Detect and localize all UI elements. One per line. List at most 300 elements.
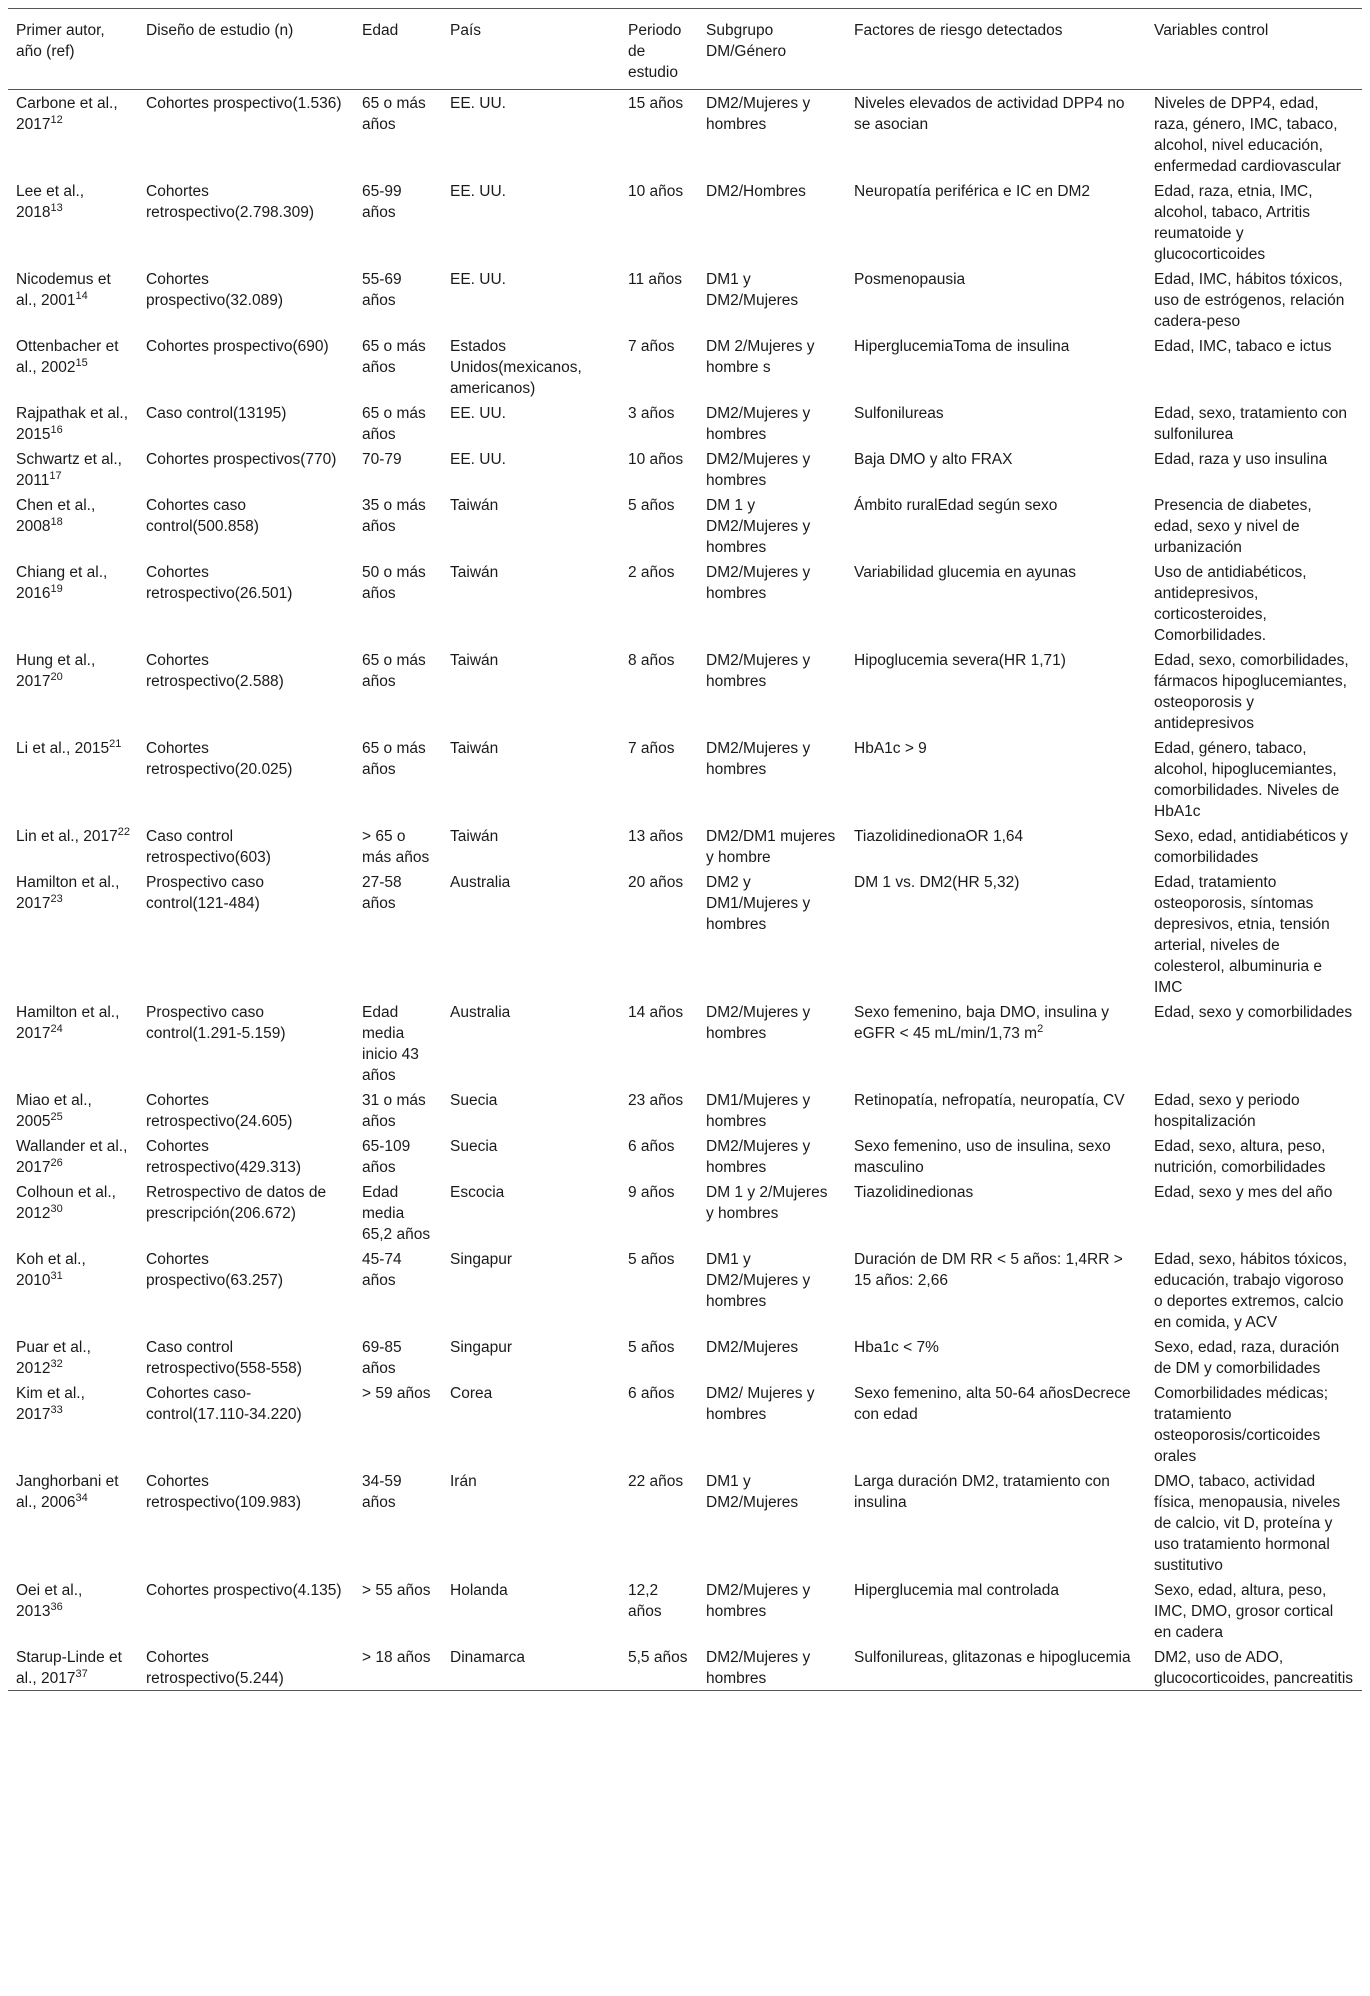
cell-country xyxy=(442,1577,620,1644)
cell-factors xyxy=(846,90,1146,179)
cell-factors xyxy=(846,178,1146,266)
cell-design-text: Cohortes prospectivo(63.257) xyxy=(146,1251,283,1289)
cell-period-text: 23 años xyxy=(628,1092,684,1109)
cell-factors-text: Ámbito ruralEdad según sexo xyxy=(854,497,1058,514)
cell-controls-text: DMO, tabaco, actividad física, menopausia, niveles de calcio, vit D, proteína y uso tratamiento hormonal sustitutivo xyxy=(1154,1473,1341,1574)
cell-period-text: 7 años xyxy=(628,338,675,355)
cell-controls xyxy=(1146,559,1362,647)
table-row xyxy=(8,178,1362,266)
cell-age xyxy=(354,1246,442,1334)
cell-subgroup xyxy=(698,1246,846,1334)
cell-country xyxy=(442,1087,620,1133)
cell-factors xyxy=(846,1246,1146,1334)
cell-factors xyxy=(846,1644,1146,1691)
cell-factors xyxy=(846,869,1146,999)
cell-design xyxy=(138,446,354,492)
table-row xyxy=(8,1087,1362,1133)
cell-design xyxy=(138,333,354,400)
cell-controls-text: Comorbilidades médicas; tratamiento osteoporosis/corticoides orales xyxy=(1154,1385,1329,1465)
cell-period xyxy=(620,1179,698,1246)
cell-design-text: Cohortes prospectivo(32.089) xyxy=(146,271,283,309)
cell-subgroup-text: DM2/Mujeres y hombres xyxy=(706,405,811,443)
column-header-subgroup: Subgrupo DM/Género xyxy=(706,22,787,60)
cell-design-text: Cohortes retrospectivo(2.588) xyxy=(146,652,284,690)
cell-factors-text: Neuropatía periférica e IC en DM2 xyxy=(854,183,1091,200)
cell-age-text: 34-59 años xyxy=(362,1473,402,1511)
reference-number: 26 xyxy=(50,1156,63,1169)
column-header-country: País xyxy=(450,22,482,39)
unit-superscript: 2 xyxy=(1037,1022,1044,1035)
table-row xyxy=(8,647,1362,735)
cell-subgroup xyxy=(698,1133,846,1179)
cell-author xyxy=(8,1334,138,1380)
cell-controls xyxy=(1146,400,1362,446)
reference-number: 14 xyxy=(75,289,88,302)
cell-controls xyxy=(1146,492,1362,559)
cell-country xyxy=(442,559,620,647)
cell-design-text: Retrospectivo de datos de prescripción(206.672) xyxy=(146,1184,327,1222)
reference-number: 16 xyxy=(50,423,63,436)
cell-design-text: Cohortes retrospectivo(2.798.309) xyxy=(146,183,315,221)
cell-design-text: Cohortes retrospectivo(429.313) xyxy=(146,1138,302,1176)
reference-number: 20 xyxy=(50,670,63,683)
cell-period-text: 6 años xyxy=(628,1138,675,1155)
reference-number: 18 xyxy=(50,515,63,528)
cell-factors xyxy=(846,400,1146,446)
table-row xyxy=(8,1380,1362,1468)
cell-author xyxy=(8,1468,138,1577)
cell-age xyxy=(354,266,442,333)
cell-age xyxy=(354,559,442,647)
cell-subgroup xyxy=(698,1380,846,1468)
cell-factors xyxy=(846,1087,1146,1133)
cell-author xyxy=(8,735,138,823)
studies-table xyxy=(8,8,1362,1691)
cell-period-text: 9 años xyxy=(628,1184,675,1201)
column-header-age: Edad xyxy=(362,22,399,39)
cell-controls xyxy=(1146,823,1362,869)
reference-number: 21 xyxy=(109,737,122,750)
cell-controls-text: Sexo, edad, raza, duración de DM y comorbilidades xyxy=(1154,1339,1340,1377)
cell-period-text: 13 años xyxy=(628,828,684,845)
cell-subgroup xyxy=(698,446,846,492)
cell-controls xyxy=(1146,178,1362,266)
cell-design xyxy=(138,492,354,559)
cell-subgroup xyxy=(698,1334,846,1380)
cell-age-text: 65 o más años xyxy=(362,652,426,690)
cell-age xyxy=(354,492,442,559)
cell-period-text: 8 años xyxy=(628,652,675,669)
cell-factors xyxy=(846,492,1146,559)
cell-factors-text: Sexo femenino, alta 50-64 añosDecrece con edad xyxy=(854,1385,1131,1423)
cell-subgroup-text: DM2/ Mujeres y hombres xyxy=(706,1385,815,1423)
table-row xyxy=(8,446,1362,492)
cell-factors-text: Duración de DM RR < 5 años: 1,4RR > 15 años: 2,66 xyxy=(854,1251,1123,1289)
table-row xyxy=(8,1246,1362,1334)
cell-factors-text: Hipoglucemia severa(HR 1,71) xyxy=(854,652,1066,669)
table-row xyxy=(8,400,1362,446)
cell-author-text: Rajpathak et al., 2015 xyxy=(16,405,129,443)
cell-author xyxy=(8,446,138,492)
cell-author-text: Lee et al., 2018 xyxy=(16,183,85,221)
cell-controls xyxy=(1146,1087,1362,1133)
cell-age-text: > 59 años xyxy=(362,1385,431,1402)
reference-number: 33 xyxy=(50,1403,63,1416)
cell-period xyxy=(620,400,698,446)
cell-author-text: Koh et al., 2010 xyxy=(16,1251,86,1289)
table-row xyxy=(8,735,1362,823)
cell-country-text: Taiwán xyxy=(450,828,499,845)
cell-controls xyxy=(1146,1577,1362,1644)
cell-author xyxy=(8,333,138,400)
cell-author xyxy=(8,266,138,333)
cell-author-text: Carbone et al., 2017 xyxy=(16,95,118,133)
cell-age-text: 65 o más años xyxy=(362,740,426,778)
cell-factors-text: Variabilidad glucemia en ayunas xyxy=(854,564,1077,581)
cell-country xyxy=(442,1246,620,1334)
cell-country-text: Escocia xyxy=(450,1184,505,1201)
cell-period xyxy=(620,1468,698,1577)
cell-design-text: Cohortes retrospectivo(20.025) xyxy=(146,740,293,778)
cell-age-text: > 65 o más años xyxy=(362,828,430,866)
cell-factors xyxy=(846,333,1146,400)
reference-number: 31 xyxy=(50,1269,63,1282)
cell-author-text: Li et al., 2015 xyxy=(16,740,110,757)
cell-design-text: Cohortes caso-control(17.110-34.220) xyxy=(146,1385,302,1423)
cell-period xyxy=(620,1577,698,1644)
cell-factors xyxy=(846,1179,1146,1246)
cell-author xyxy=(8,492,138,559)
cell-country xyxy=(442,492,620,559)
cell-subgroup-text: DM2/Mujeres y hombres xyxy=(706,1004,811,1042)
cell-design xyxy=(138,1246,354,1334)
cell-author xyxy=(8,559,138,647)
cell-subgroup xyxy=(698,1087,846,1133)
cell-age-text: 65-99 años xyxy=(362,183,402,221)
cell-subgroup xyxy=(698,823,846,869)
cell-design xyxy=(138,400,354,446)
cell-design xyxy=(138,1380,354,1468)
cell-factors xyxy=(846,999,1146,1087)
reference-number: 19 xyxy=(50,582,63,595)
cell-country xyxy=(442,869,620,999)
cell-author-text: Janghorbani et al., 2006 xyxy=(16,1473,119,1511)
cell-author xyxy=(8,90,138,179)
cell-author xyxy=(8,823,138,869)
cell-country-text: Suecia xyxy=(450,1138,498,1155)
cell-subgroup-text: DM2/Mujeres y hombres xyxy=(706,1138,811,1176)
cell-age xyxy=(354,999,442,1087)
cell-controls xyxy=(1146,446,1362,492)
cell-design xyxy=(138,1087,354,1133)
cell-controls xyxy=(1146,1133,1362,1179)
cell-author-text: Lin et al., 2017 xyxy=(16,828,118,845)
cell-period-text: 7 años xyxy=(628,740,675,757)
table-row xyxy=(8,823,1362,869)
cell-controls-text: Presencia de diabetes, edad, sexo y nivel de urbanización xyxy=(1154,497,1312,556)
reference-number: 37 xyxy=(75,1667,88,1680)
table-row xyxy=(8,1133,1362,1179)
cell-design xyxy=(138,999,354,1087)
cell-country xyxy=(442,999,620,1087)
cell-period xyxy=(620,446,698,492)
cell-country xyxy=(442,333,620,400)
cell-factors xyxy=(846,823,1146,869)
cell-country-text: Australia xyxy=(450,1004,511,1021)
cell-age-text: 65 o más años xyxy=(362,338,426,376)
cell-age-text: 50 o más años xyxy=(362,564,426,602)
cell-subgroup-text: DM2/Mujeres y hombres xyxy=(706,95,811,133)
cell-country-text: Holanda xyxy=(450,1582,508,1599)
cell-design xyxy=(138,1133,354,1179)
cell-controls-text: Sexo, edad, antidiabéticos y comorbilidades xyxy=(1154,828,1348,866)
cell-period-text: 5,5 años xyxy=(628,1649,688,1666)
cell-period-text: 5 años xyxy=(628,1251,675,1268)
cell-country-text: EE. UU. xyxy=(450,405,506,422)
reference-number: 24 xyxy=(50,1022,63,1035)
cell-age-text: > 55 años xyxy=(362,1582,431,1599)
cell-period-text: 22 años xyxy=(628,1473,684,1490)
cell-subgroup xyxy=(698,400,846,446)
cell-subgroup-text: DM2/DM1 mujeres y hombre xyxy=(706,828,836,866)
cell-age xyxy=(354,1334,442,1380)
cell-subgroup-text: DM2 y DM1/Mujeres y hombres xyxy=(706,874,811,933)
cell-author-text: Schwartz et al., 2011 xyxy=(16,451,122,489)
table-row xyxy=(8,333,1362,400)
cell-controls-text: DM2, uso de ADO, glucocorticoides, pancreatitis xyxy=(1154,1649,1354,1687)
cell-factors xyxy=(846,446,1146,492)
cell-controls xyxy=(1146,1334,1362,1380)
cell-subgroup xyxy=(698,735,846,823)
cell-age xyxy=(354,400,442,446)
cell-period-text: 3 años xyxy=(628,405,675,422)
cell-design-text: Cohortes prospectivo(1.536) xyxy=(146,95,342,112)
cell-design-text: Cohortes retrospectivo(24.605) xyxy=(146,1092,293,1130)
cell-design-text: Prospectivo caso control(1.291-5.159) xyxy=(146,1004,286,1042)
cell-subgroup xyxy=(698,1577,846,1644)
cell-factors xyxy=(846,1334,1146,1380)
cell-age-text: 35 o más años xyxy=(362,497,426,535)
cell-age-text: 70-79 xyxy=(362,451,402,468)
cell-controls-text: Uso de antidiabéticos, antidepresivos, corticosteroides, Comorbilidades. xyxy=(1154,564,1307,644)
cell-factors xyxy=(846,266,1146,333)
reference-number: 30 xyxy=(50,1202,63,1215)
cell-factors-text: Tiazolidinedionas xyxy=(854,1184,974,1201)
cell-subgroup-text: DM2/Hombres xyxy=(706,183,806,200)
cell-design-text: Cohortes prospectivo(690) xyxy=(146,338,329,355)
cell-factors-text: Hba1c < 7% xyxy=(854,1339,939,1356)
cell-age xyxy=(354,1644,442,1691)
cell-period xyxy=(620,999,698,1087)
cell-factors-text: HiperglucemiaToma de insulina xyxy=(854,338,1070,355)
cell-subgroup-text: DM1 y DM2/Mujeres y hombres xyxy=(706,1251,811,1310)
cell-period-text: 11 años xyxy=(628,271,683,288)
cell-factors-text: Sulfonilureas xyxy=(854,405,944,422)
cell-subgroup-text: DM2/Mujeres y hombres xyxy=(706,564,811,602)
cell-period xyxy=(620,823,698,869)
cell-country xyxy=(442,90,620,179)
cell-country xyxy=(442,178,620,266)
cell-design-text: Cohortes retrospectivo(26.501) xyxy=(146,564,293,602)
column-header-controls: Variables control xyxy=(1154,22,1269,39)
cell-age xyxy=(354,1087,442,1133)
cell-country-text: Suecia xyxy=(450,1092,498,1109)
cell-country-text: Taiwán xyxy=(450,652,499,669)
cell-period xyxy=(620,869,698,999)
cell-period xyxy=(620,492,698,559)
cell-period xyxy=(620,1087,698,1133)
table-row xyxy=(8,492,1362,559)
cell-author xyxy=(8,1246,138,1334)
cell-subgroup xyxy=(698,178,846,266)
cell-author-text: Kim et al., 2017 xyxy=(16,1385,85,1423)
cell-period-text: 15 años xyxy=(628,95,684,112)
reference-number: 23 xyxy=(50,892,63,905)
cell-controls-text: Edad, sexo y periodo hospitalización xyxy=(1154,1092,1300,1130)
cell-country xyxy=(442,1133,620,1179)
cell-country-text: EE. UU. xyxy=(450,271,506,288)
cell-age xyxy=(354,1133,442,1179)
cell-factors xyxy=(846,1133,1146,1179)
cell-design-text: Caso control retrospectivo(558-558) xyxy=(146,1339,302,1377)
cell-age xyxy=(354,333,442,400)
cell-controls xyxy=(1146,869,1362,999)
table-row xyxy=(8,90,1362,179)
cell-author-text: Hamilton et al., 2017 xyxy=(16,1004,120,1042)
cell-design xyxy=(138,1468,354,1577)
cell-country-text: EE. UU. xyxy=(450,95,506,112)
cell-period-text: 14 años xyxy=(628,1004,684,1021)
cell-country-text: Singapur xyxy=(450,1251,513,1268)
cell-age-text: 55-69 años xyxy=(362,271,402,309)
reference-number: 17 xyxy=(49,469,62,482)
cell-author xyxy=(8,1087,138,1133)
cell-design-text: Prospectivo caso control(121-484) xyxy=(146,874,265,912)
cell-age xyxy=(354,823,442,869)
cell-age xyxy=(354,869,442,999)
cell-subgroup-text: DM 1 y 2/Mujeres y hombres xyxy=(706,1184,828,1222)
cell-design xyxy=(138,90,354,179)
column-header-period: Periodo de estudio xyxy=(628,22,682,81)
cell-author xyxy=(8,1644,138,1691)
cell-controls-text: Edad, sexo y mes del año xyxy=(1154,1184,1333,1201)
cell-design xyxy=(138,735,354,823)
cell-author-text: Miao et al., 2005 xyxy=(16,1092,92,1130)
cell-factors-text: DM 1 vs. DM2(HR 5,32) xyxy=(854,874,1020,891)
cell-subgroup xyxy=(698,90,846,179)
cell-factors xyxy=(846,1380,1146,1468)
cell-age-text: 45-74 años xyxy=(362,1251,402,1289)
cell-design-text: Cohortes prospectivo(4.135) xyxy=(146,1582,342,1599)
cell-design xyxy=(138,1577,354,1644)
cell-period xyxy=(620,90,698,179)
reference-number: 25 xyxy=(50,1110,63,1123)
table-row xyxy=(8,1468,1362,1577)
cell-age-text: Edad media 65,2 años xyxy=(362,1184,431,1243)
reference-number: 32 xyxy=(50,1357,63,1370)
table-header-row xyxy=(8,9,1362,90)
cell-country xyxy=(442,400,620,446)
cell-period xyxy=(620,647,698,735)
cell-subgroup-text: DM1 y DM2/Mujeres xyxy=(706,271,799,309)
cell-controls-text: Edad, raza, etnia, IMC, alcohol, tabaco, Artritis reumatoide y glucocorticoides xyxy=(1154,183,1313,263)
cell-country xyxy=(442,1644,620,1691)
cell-controls xyxy=(1146,90,1362,179)
cell-controls-text: Edad, género, tabaco, alcohol, hipoglucemiantes, comorbilidades. Niveles de HbA1c xyxy=(1154,740,1340,820)
table-row xyxy=(8,1334,1362,1380)
cell-controls-text: Edad, IMC, hábitos tóxicos, uso de estrógenos, relación cadera-peso xyxy=(1154,271,1345,330)
cell-author-text: Oei et al., 2013 xyxy=(16,1582,83,1620)
table-row xyxy=(8,1577,1362,1644)
cell-country-text: Taiwán xyxy=(450,497,499,514)
cell-period-text: 10 años xyxy=(628,183,684,200)
column-header-factors: Factores de riesgo detectados xyxy=(854,22,1063,39)
cell-age xyxy=(354,1179,442,1246)
cell-controls xyxy=(1146,735,1362,823)
cell-age xyxy=(354,178,442,266)
cell-factors-text: Sulfonilureas, glitazonas e hipoglucemia xyxy=(854,1649,1131,1666)
cell-subgroup xyxy=(698,333,846,400)
cell-country-text: Corea xyxy=(450,1385,493,1402)
cell-country xyxy=(442,735,620,823)
cell-author-text: Chen et al., 2008 xyxy=(16,497,96,535)
cell-author xyxy=(8,1179,138,1246)
cell-subgroup-text: DM1/Mujeres y hombres xyxy=(706,1092,811,1130)
table-row xyxy=(8,869,1362,999)
cell-author-text: Chiang et al., 2016 xyxy=(16,564,108,602)
cell-factors-text: HbA1c > 9 xyxy=(854,740,927,757)
cell-factors-text: TiazolidinedionaOR 1,64 xyxy=(854,828,1024,845)
cell-country xyxy=(442,1179,620,1246)
cell-design xyxy=(138,869,354,999)
cell-design-text: Cohortes retrospectivo(5.244) xyxy=(146,1649,284,1687)
cell-country-text: Taiwán xyxy=(450,564,499,581)
cell-factors-text: Baja DMO y alto FRAX xyxy=(854,451,1013,468)
cell-controls xyxy=(1146,999,1362,1087)
column-header-author: Primer autor, año (ref) xyxy=(16,22,105,60)
cell-country xyxy=(442,1380,620,1468)
cell-subgroup-text: DM1 y DM2/Mujeres xyxy=(706,1473,799,1511)
cell-period-text: 10 años xyxy=(628,451,684,468)
cell-author-text: Starup-Linde et al., 2017 xyxy=(16,1649,122,1687)
cell-design-text: Caso control(13195) xyxy=(146,405,287,422)
cell-subgroup xyxy=(698,869,846,999)
cell-period xyxy=(620,266,698,333)
cell-subgroup xyxy=(698,1468,846,1577)
cell-controls-text: Niveles de DPP4, edad, raza, género, IMC, tabaco, alcohol, nivel educación, enfermedad cardiovascular xyxy=(1154,95,1341,175)
cell-factors xyxy=(846,647,1146,735)
table-row xyxy=(8,1179,1362,1246)
cell-subgroup-text: DM2/Mujeres y hombres xyxy=(706,1649,811,1687)
cell-age xyxy=(354,735,442,823)
cell-controls xyxy=(1146,333,1362,400)
table-row xyxy=(8,1644,1362,1691)
cell-design xyxy=(138,647,354,735)
cell-controls-text: Edad, raza y uso insulina xyxy=(1154,451,1328,468)
cell-subgroup xyxy=(698,1644,846,1691)
cell-controls-text: Edad, IMC, tabaco e ictus xyxy=(1154,338,1332,355)
cell-age xyxy=(354,1468,442,1577)
cell-author-text: Hamilton et al., 2017 xyxy=(16,874,120,912)
cell-factors xyxy=(846,1577,1146,1644)
cell-design xyxy=(138,1179,354,1246)
table-container xyxy=(8,8,1362,1691)
table-row xyxy=(8,266,1362,333)
cell-design xyxy=(138,266,354,333)
cell-author-text: Ottenbacher et al., 2002 xyxy=(16,338,119,376)
cell-subgroup-text: DM2/Mujeres y hombres xyxy=(706,740,811,778)
cell-country-text: Singapur xyxy=(450,1339,513,1356)
